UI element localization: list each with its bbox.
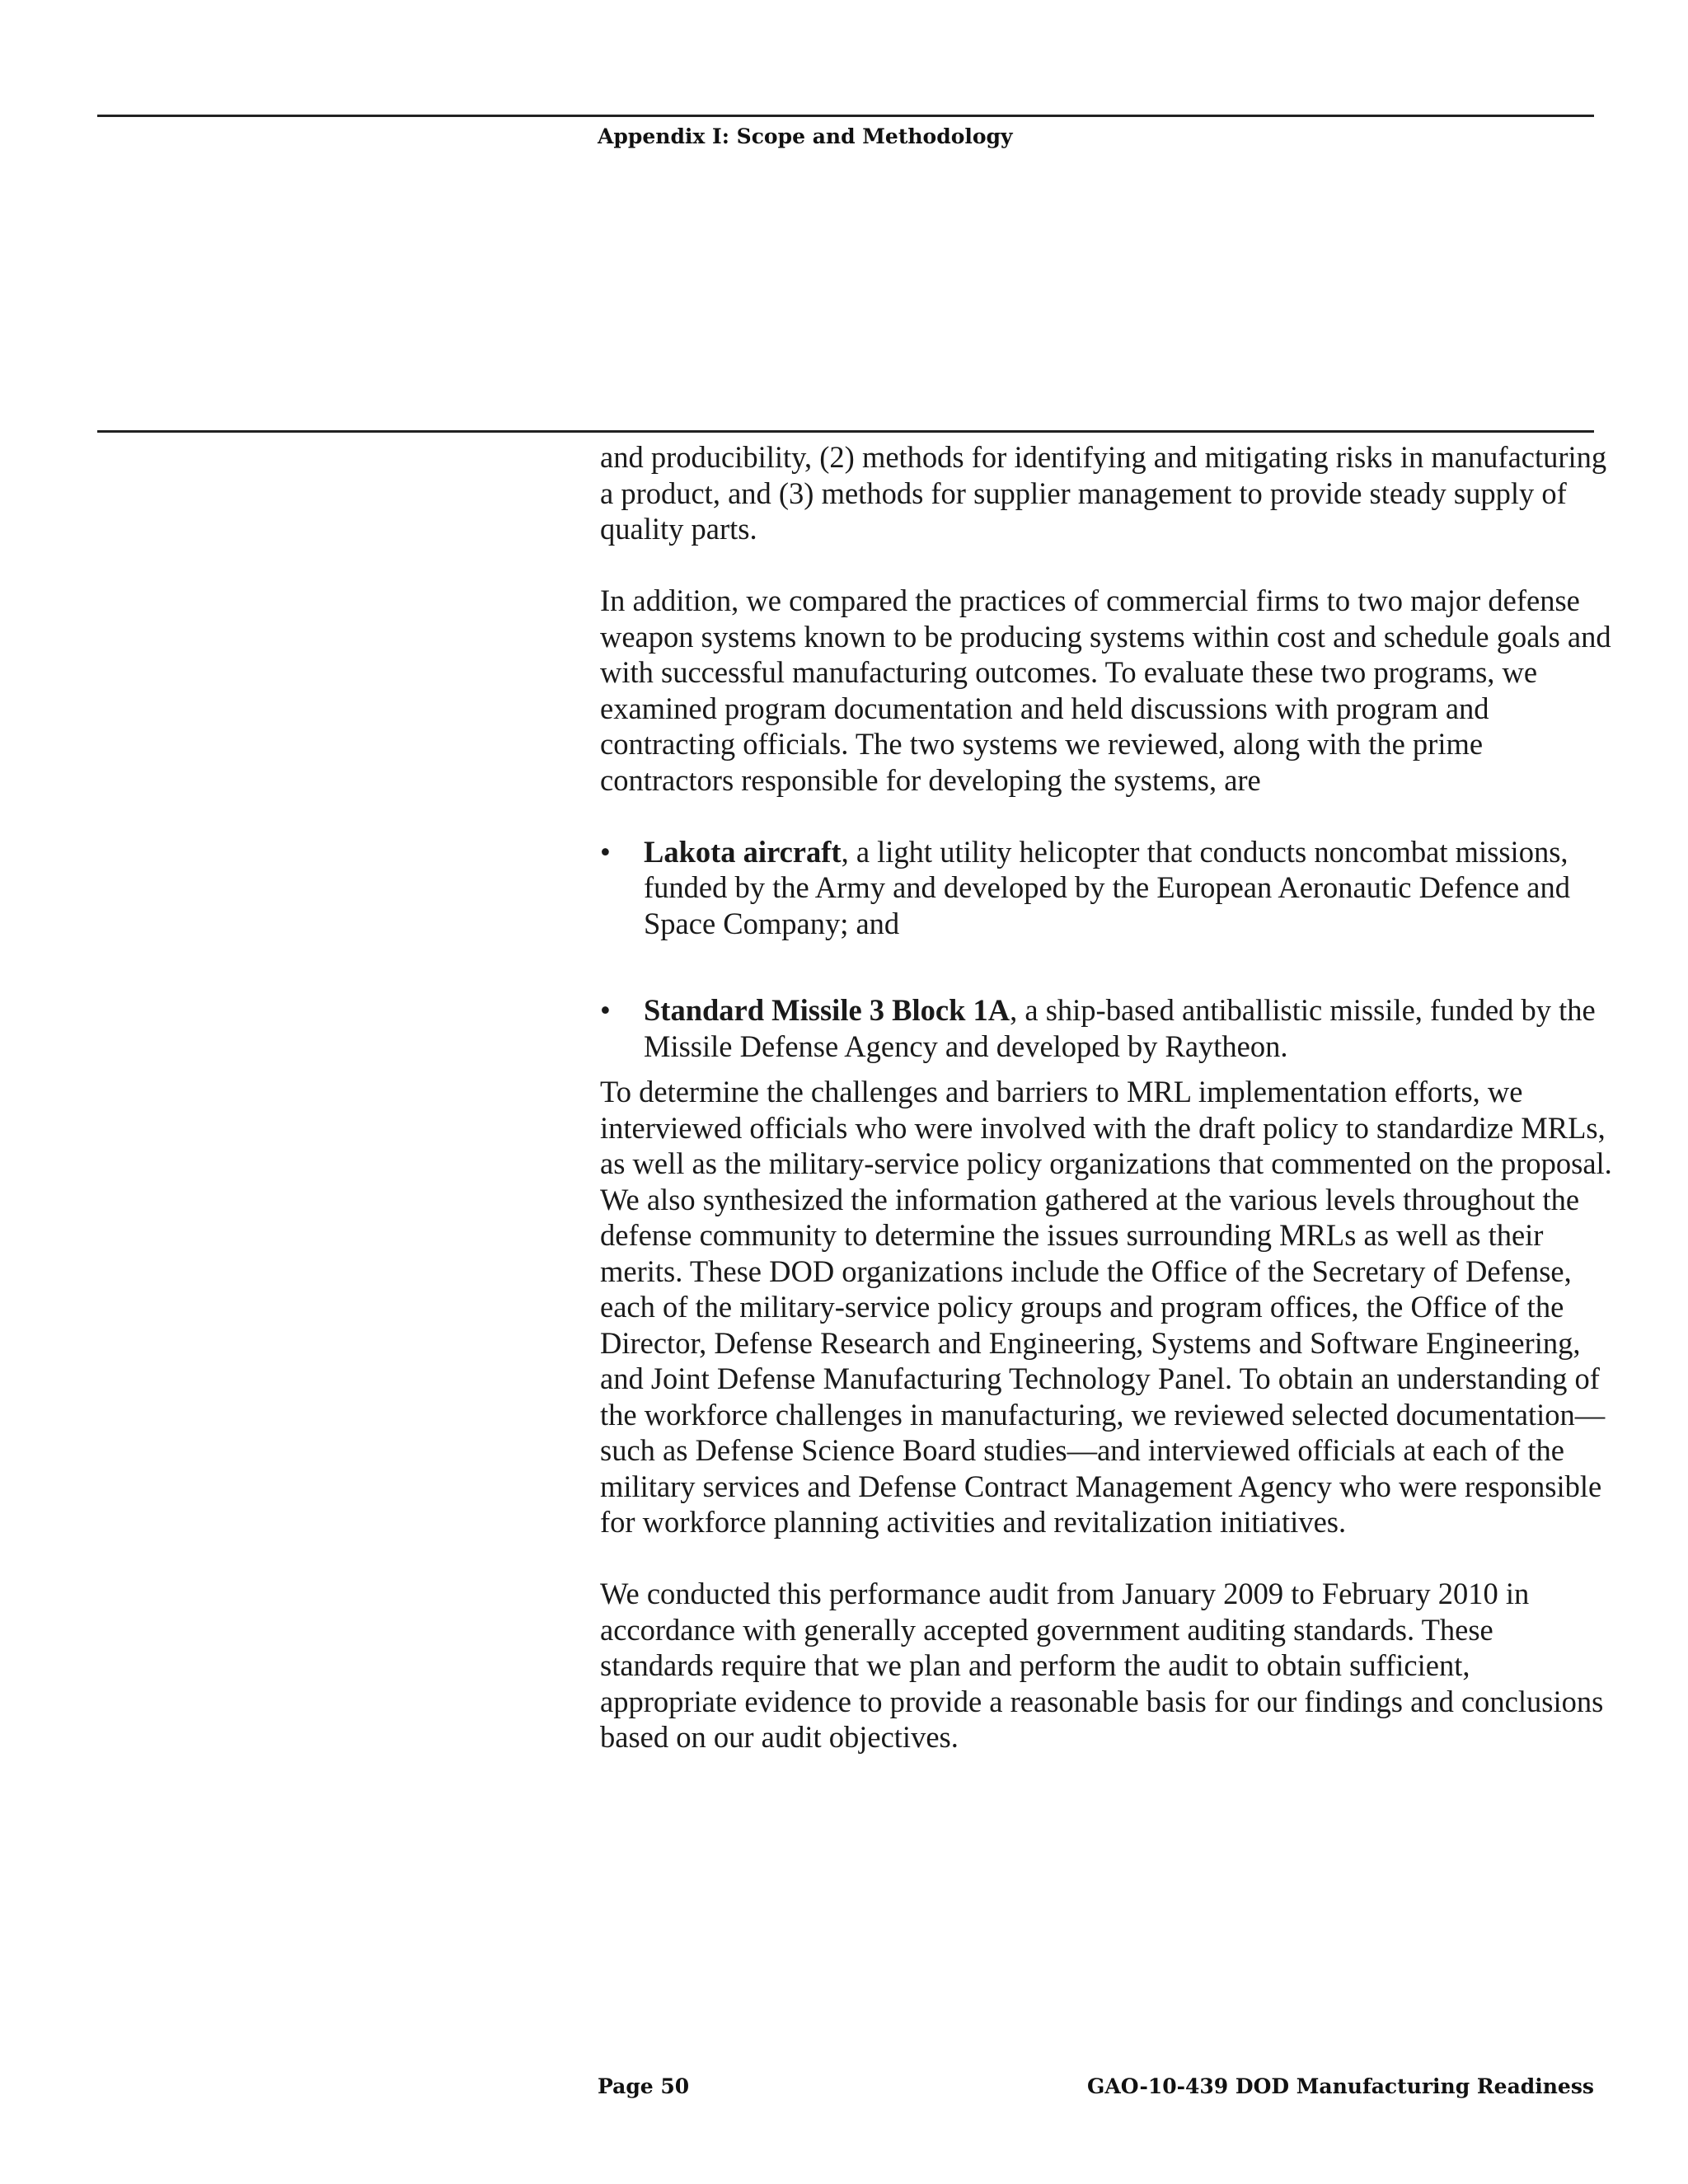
body-text	[600, 439, 1614, 1791]
report-identifier: GAO-10-439 DOD Manufacturing Readiness	[1087, 2074, 1594, 2098]
body-top-rule	[97, 430, 1594, 433]
systems-list	[600, 834, 1614, 1065]
paragraph-challenges: To determine the challenges and barriers to MRL implementation efforts, we interviewed officials who were involved with the draft policy to standardize MRLs, as well as the military-service policy organizations that commented on the proposal. We also synthesized the information gathered at the various levels throughout the defense community to determine the issues surrounding MRLs as well as their merits. These DOD organizations include the Office of the Secretary of Defense, each of the military-service policy groups and program offices, the Office of the Director, Defense Research and Engineering, Systems and Software Engineering, and Joint Defense Manufacturing Technology Panel. To obtain an understanding of the workforce challenges in manufacturing, we reviewed selected documentation—such as Defense Science Board studies—and interviewed officials at each of the military services and Defense Contract Management Agency who were responsible for workforce planning activities and revitalization initiatives.	[600, 1075, 1612, 1539]
paragraph-audit-standards: We conducted this performance audit from January 2009 to February 2010 in accordance with generally accepted government auditing standards. These standards require that we plan and perform the audit to obtain sufficient, appropriate evidence to provide a reasonable basis for our findings and conclusions based on our audit objectives.	[600, 1577, 1604, 1754]
bullet-icon: •	[600, 834, 611, 869]
list-item-text: , a light utility helicopter that conducts noncombat missions, funded by the Army and developed by the European Aeronautic Defence and Space Company; and	[644, 834, 1570, 940]
paragraph-continuation: and producibility, (2) methods for identifying and mitigating risks in manufacturing a product, and (3) methods for supplier management to provide steady supply of quality parts.	[600, 440, 1607, 546]
page-number: Page 50	[598, 2074, 690, 2098]
list-item-term: Standard Missile 3 Block 1A	[644, 993, 1010, 1027]
list-item-term: Lakota aircraft	[644, 834, 842, 869]
section-header: Appendix I: Scope and Methodology	[598, 124, 1013, 148]
paragraph-comparison: In addition, we compared the practices of commercial firms to two major defense weapon systems known to be producing systems within cost and schedule goals and with successful manufacturing outcomes. To evaluate these two programs, we examined program documentation and held discussions with program and contracting officials. The two systems we reviewed, along with the prime contractors responsible for developing the systems, are	[600, 583, 1611, 797]
bullet-icon: •	[600, 993, 611, 1027]
header-rule	[97, 115, 1594, 117]
list-item-sm3	[600, 992, 1614, 1064]
list-item-text: , a ship-based antiballistic missile, funded by the Missile Defense Agency and developed by Raytheon.	[644, 993, 1596, 1063]
list-item-lakota	[600, 834, 1614, 942]
